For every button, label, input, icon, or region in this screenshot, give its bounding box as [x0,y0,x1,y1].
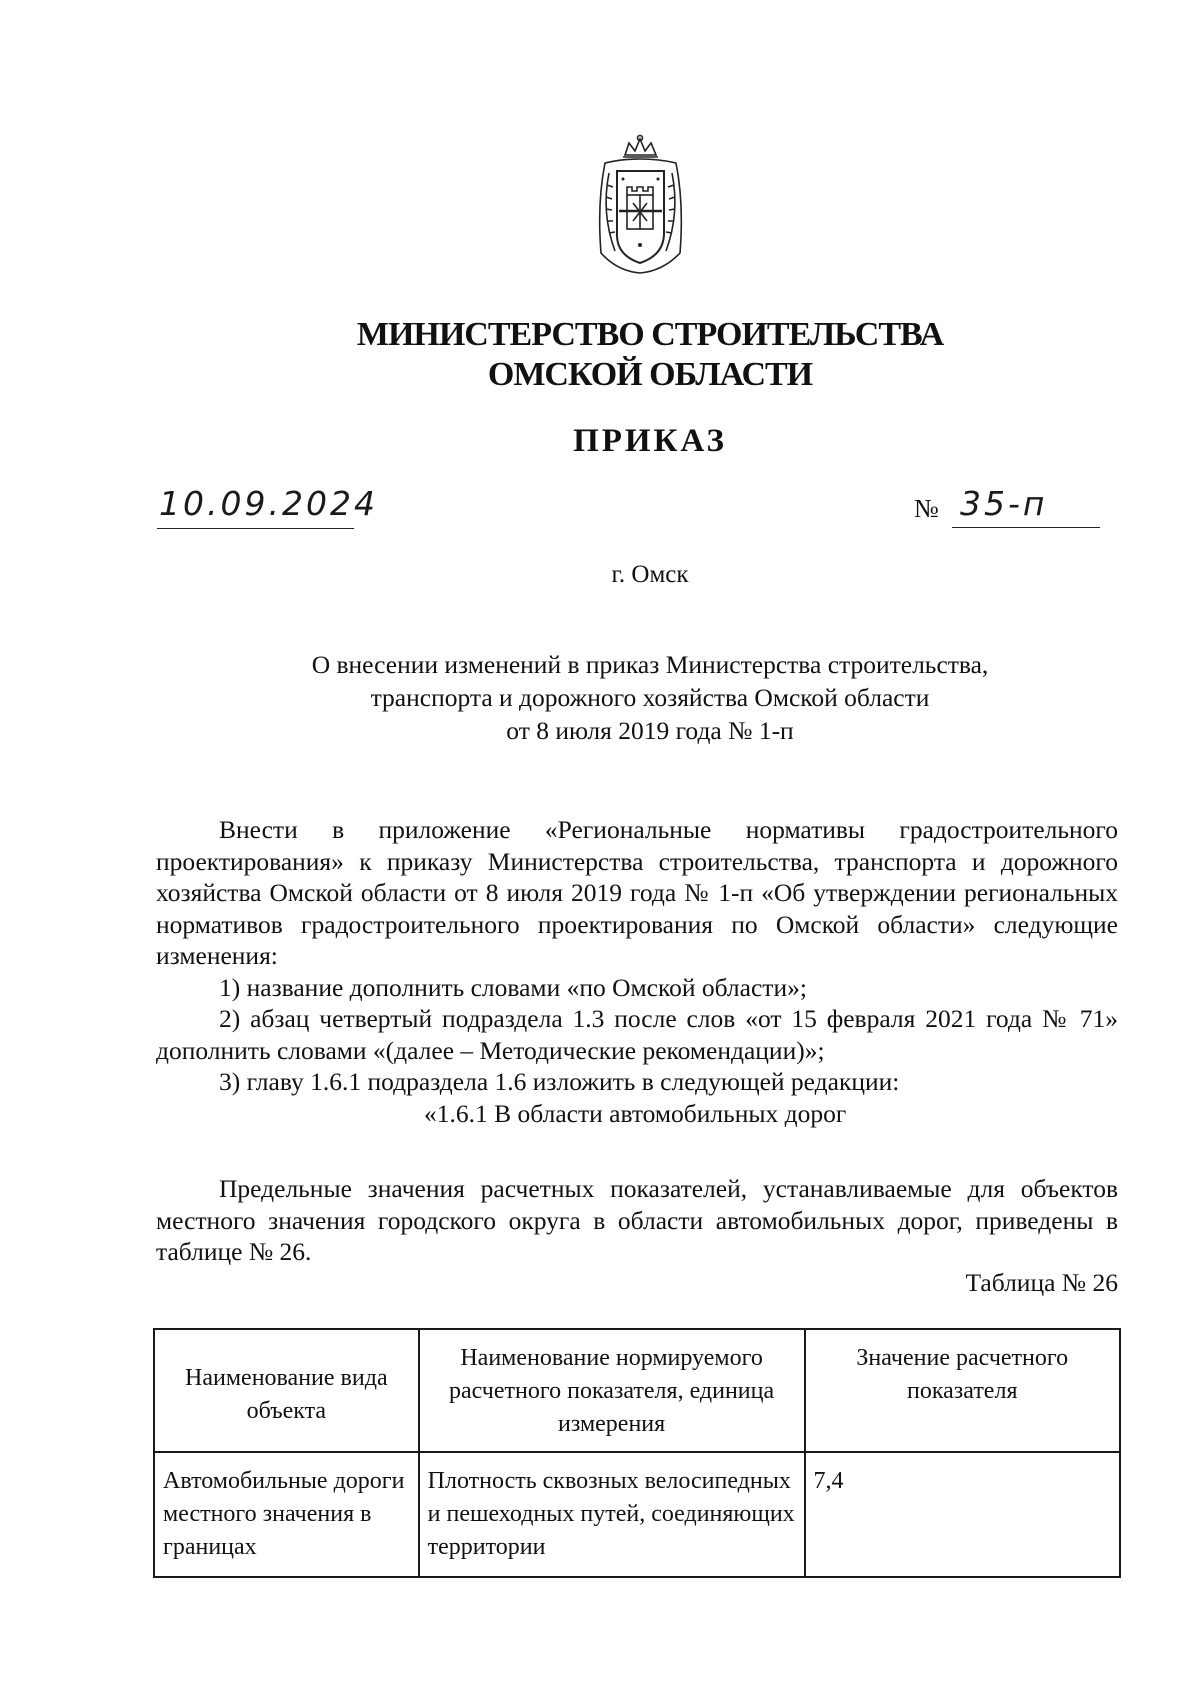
number-sign: № [914,494,939,523]
city-name: г. Омск [611,561,689,588]
number-underline [952,527,1100,528]
ministry-name-line1: МИНИСТЕРСТВО СТРОИТЕЛЬСТВА [356,316,944,353]
subject-line-1: О внесении изменений в приказ Министерства строительства, [311,650,989,679]
order-date: 10.09.2024 [159,484,378,523]
header-object-type: Наименование вида объекта [154,1329,419,1452]
table-header-row [154,1329,1120,1452]
order-subject [200,648,1100,747]
order-date-field [157,480,378,529]
subject-line-3: от 8 июля 2019 года № 1-п [506,716,794,745]
document-type-title: ПРИКАЗ [573,423,727,459]
cell-indicator: Плотность сквозных велосипедных и пешеходных путей, соединяющих территории [419,1452,805,1577]
subject-line-2: транспорта и дорожного хозяйства Омской области [370,683,930,712]
amendment-item-2: 2) абзац четвертый подраздела 1.3 после слов «от 15 февраля 2021 года № 71» дополнить словами «(далее – Методические рекомендации)»; [156,1004,1118,1065]
amendment-item-1: 1) название дополнить словами «по Омской области»; [219,972,807,1002]
cell-value: 7,4 [805,1452,1120,1577]
order-number-field [914,480,1100,528]
indicators-paragraph [156,1173,1118,1268]
indicators-text: Предельные значения расчетных показателей, устанавливаемые для объектов местного значения городского округа в области автомобильных дорог, приведены в таблице № 26. [156,1174,1118,1266]
table-row [154,1452,1120,1577]
order-number: 35-п [960,484,1048,523]
norms-table [153,1328,1121,1578]
cell-object: Автомобильные дороги местного значения в границах [154,1452,419,1577]
order-body [156,814,1118,1129]
table-caption: Таблица № 26 [965,1268,1118,1297]
ministry-name-line2: ОМСКОЙ ОБЛАСТИ [487,356,813,393]
coat-of-arms-emblem-icon [587,133,694,275]
header-indicator: Наименование нормируемого расчетного показателя, единица измерения [419,1329,805,1452]
amendment-item-3: 3) главу 1.6.1 подраздела 1.6 изложить в следующей редакции: [219,1067,900,1096]
header-value: Значение расчетного показателя [805,1329,1120,1452]
section-heading: «1.6.1 В области автомобильных дорог [424,1098,847,1128]
intro-paragraph: Внести в приложение «Региональные нормативы градостроительного проектирования» к приказу Министерства строительства, транспорта и дорожного хозяйства Омской области от 8 июля 2019 года № 1-п «Об утверждении региональных нормативов градостроительного проектирования по Омской области» следующие изменения: [156,815,1118,970]
